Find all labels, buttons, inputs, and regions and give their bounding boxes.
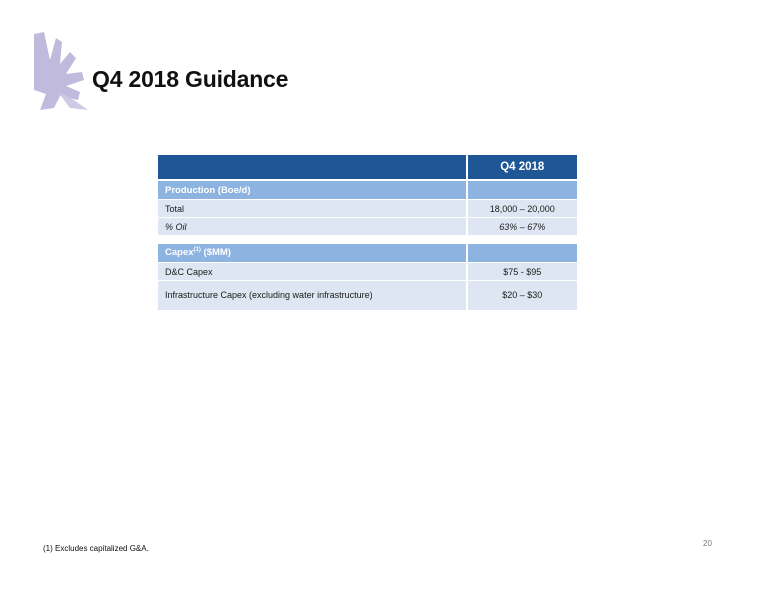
section-label-capex: Capex$^{(1)}$ ($MM) [158, 242, 468, 262]
table-row [158, 262, 577, 280]
row-value: $75 - $95 [468, 262, 577, 280]
section-blank-cell [468, 242, 577, 262]
row-label: Infrastructure Capex (excluding water infrastructure) [158, 280, 468, 310]
header-blank-cell [158, 155, 468, 179]
row-value: 63% – 67% [468, 217, 577, 235]
row-label: D&C Capex [158, 262, 468, 280]
table-row [158, 280, 577, 310]
table-row [158, 199, 577, 217]
footnote: (1) Excludes capitalized G&A. [43, 544, 149, 553]
section-row-capex [158, 242, 577, 262]
row-label: % Oil [158, 217, 468, 235]
guidance-table [158, 155, 577, 310]
column-header-q4-2018: Q4 2018 [468, 155, 577, 179]
section-label-production: Production (Boe/d) [158, 179, 468, 199]
section-spacer [158, 235, 577, 242]
section-row-production [158, 179, 577, 199]
row-label: Total [158, 199, 468, 217]
row-value: $20 – $30 [468, 280, 577, 310]
table-header-row [158, 155, 577, 179]
company-logo [30, 30, 92, 112]
page-number: 20 [703, 539, 712, 548]
section-blank-cell [468, 179, 577, 199]
table-row [158, 217, 577, 235]
page-title: Q4 2018 Guidance [92, 66, 289, 92]
footnote-marker: (1) [193, 247, 201, 254]
row-value: 18,000 – 20,000 [468, 199, 577, 217]
